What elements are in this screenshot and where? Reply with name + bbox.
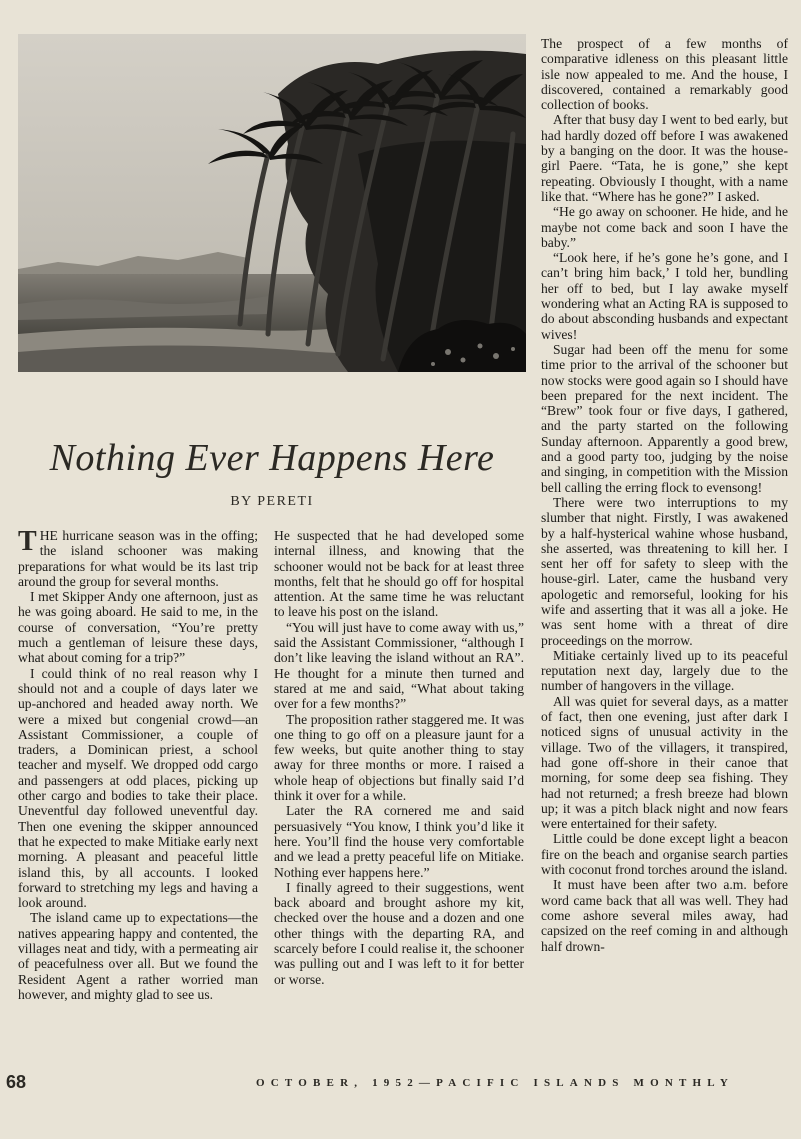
paragraph: I met Skipper Andy one afternoon, just as he was going aboard. He said to me, in the course of conversation, “You’re pretty much a gentleman of leisure these days, what about coming for a trip?” <box>18 589 258 666</box>
paragraph-text: HE hurricane season was in the offing; the island schooner was making preparations for what would be its last trip around the group for several months. <box>18 528 258 589</box>
paragraph: Later the RA cornered me and said persuasively “You know, I think you’d like it here. You’ll find the house very comfortable and we lead a pretty peaceful life on Mitiake. Nothing ever happens here.” <box>274 803 524 880</box>
drop-cap: T <box>18 526 37 557</box>
paragraph: “Look here, if he’s gone he’s gone, and I can’t bring him back,’ I told her, bundling her off to bed, but I lay awake myself wondering what an Acting RA is supposed to do about absconding husbands and expectant wives! <box>541 250 788 342</box>
paragraph: The island came up to expectations—the natives appearing happy and contented, the villages neat and tidy, with a permeating air of peacefulness over all. But we found the Resident Agent a rather worried man however, and mighty glad to see us. <box>18 910 258 1002</box>
paragraph: All was quiet for several days, as a matter of fact, then one evening, just after dark I noticed signs of unusual activity in the village. Two of the villagers, it transpired, had gone off-shore in their canoe that morning, for some deep sea fishing. They had not returned; a fresh breeze had blown up; it was a pitch black night and now fears were entertained for their safety. <box>541 693 788 832</box>
beach-palm-photo <box>18 34 526 372</box>
paragraph: After that busy day I went to bed early, but had hardly dozed off before I was awakened by a banging on the door. It was the house-girl Paere. “Tata, he is gone,” she kept repeating. Obviously I thought, with a name like that. “Where has he gone?” I asked. <box>541 112 788 204</box>
paragraph: There were two interruptions to my slumber that night. Firstly, I was awakened by a half-hysterical wahine whose husband, she asserted, was threatening to kill her. I sent her off for safety to sleep with the house-girl. Later, came the husband very apologetic and remorseful, looking for his wife and asserting that it was all a joke. He was sent home with a threat of dire proceedings on the morrow. <box>541 494 788 648</box>
paragraph <box>18 528 258 589</box>
palm-beach-photo-graphic <box>18 34 526 372</box>
article-column-1 <box>18 528 258 1002</box>
running-title: OCTOBER, 1952—PACIFIC ISLANDS MONTHLY <box>256 1077 734 1089</box>
paragraph: “He go away on schooner. He hide, and he maybe not come back and soon I have the baby.” <box>541 204 788 250</box>
article-byline: BY PERETI <box>230 494 314 509</box>
paragraph: The proposition rather staggered me. It was one thing to go off on a pleasure jaunt for a few weeks, but quite another thing to stay away for three months or more. I raised a whole heap of objections but finally said I’d think it over for a while. <box>274 711 524 804</box>
paragraph: It must have been after two a.m. before word came back that all was well. They had come ashore several miles away, had capsized on the reef coming in and although half drown- <box>541 877 788 954</box>
paragraph: Little could be done except light a beacon fire on the beach and organise search parties with coconut frond torches around the island. <box>541 831 788 878</box>
paragraph: He suspected that he had developed some internal illness, and knowing that the schooner would not be back for at least three months, felt that he should go off for hospital attention. At the same time he was reluctant to leave his post on the island. <box>274 528 524 620</box>
article-column-2 <box>274 528 524 987</box>
paragraph: I finally agreed to their suggestions, went back aboard and brought ashore my kit, checked over the house and a dozen and one other things with the departing RA, and scarcely before I could realise it, the schooner was pulling out and I was left to it for better or worse. <box>274 879 524 987</box>
paragraph: Sugar had been off the menu for some time prior to the arrival of the schooner but now stocks were good again so I should have been prepared for the next incident. The “Brew” took four or five days, I gathered, and the party started on the following Sunday afternoon. Apparently a good brew, and a good party too, judging by the noise and singing, in competition with the Mission bell calling the erring flock to evensong! <box>541 341 788 495</box>
article-column-3 <box>541 36 788 954</box>
paragraph: I could think of no real reason why I should not and a couple of days later we up-anchored and headed away north. We were a mixed but congenial crowd—an Assistant Commissioner, a couple of traders, a Dominican priest, a school teacher and myself. We dropped odd cargo and passengers at odd places, picking up other cargo and bodies to take their place. Uneventful day followed uneventful day. Then one evening the skipper announced that he expected to make Mitiake early next morning. A pleasant and peaceful little island this, by all accounts. I looked forward to stretching my legs and having a look around. <box>18 665 258 911</box>
paragraph: The prospect of a few months of comparative idleness on this pleasant little isle now appealed to me. And the house, I discovered, contained a remarkably good collection of books. <box>541 36 788 113</box>
page-footer <box>0 1072 801 1102</box>
article-title: Nothing Ever Happens Here <box>49 437 495 479</box>
paragraph: “You will just have to come away with us,” said the Assistant Commissioner, “although I don’t like leaving the island without an RA”. He thought for a minute then turned and stared at me and said, “What about taking over for a few months?” <box>274 619 524 712</box>
paragraph: Mitiake certainly lived up to its peaceful reputation next day, largely due to the number of hangovers in the village. <box>541 647 788 694</box>
page-number: 68 <box>6 1072 27 1092</box>
